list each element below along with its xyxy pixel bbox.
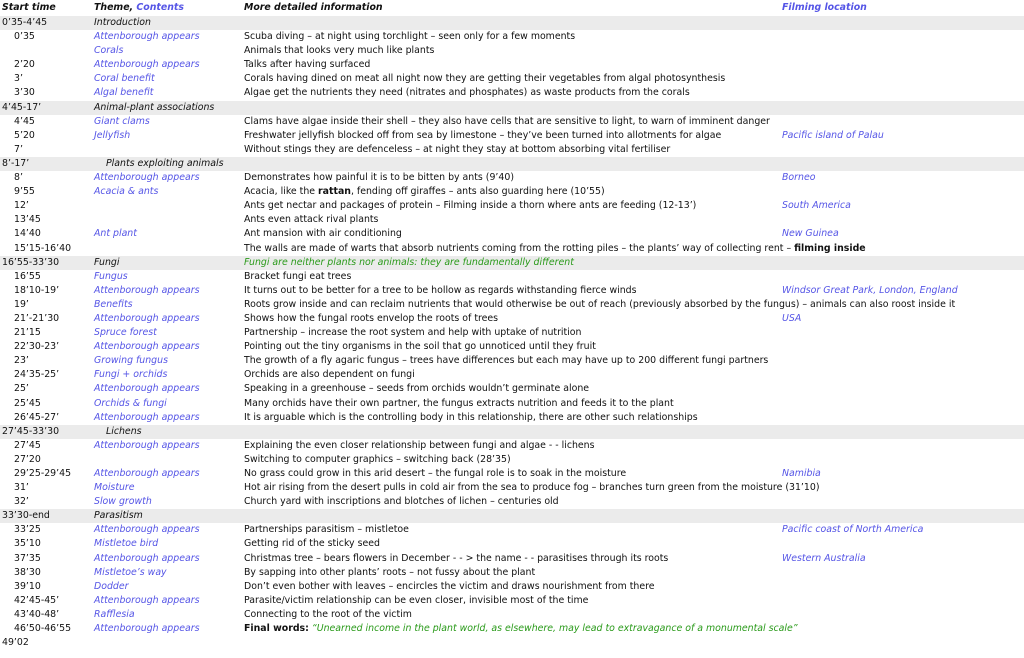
location-cell	[782, 270, 1024, 284]
theme-cell: Attenborough appears	[94, 284, 200, 296]
start-time-cell: 26’45-27’	[14, 411, 60, 423]
table-row	[0, 171, 1024, 185]
table-row	[0, 143, 1024, 157]
location-cell	[782, 185, 1024, 199]
start-time-cell: 16’55-33’30	[0, 256, 94, 270]
info-cell	[244, 411, 782, 425]
theme-cell: Attenborough appears	[94, 341, 200, 353]
location-cell	[782, 354, 1024, 368]
start-time-cell: 42’45-45’	[14, 594, 60, 606]
table-row	[0, 552, 1024, 566]
location-cell	[782, 72, 1024, 86]
location-cell: Windsor Great Park, London, England	[782, 284, 958, 296]
table-row	[0, 523, 1024, 537]
location-cell	[782, 566, 1024, 580]
location-cell	[782, 157, 1024, 171]
theme-cell: Corals	[94, 45, 124, 57]
start-time-cell: 25’	[14, 383, 29, 395]
info-text: Fungi are neither plants nor animals: they are fundamentally different	[244, 256, 574, 268]
info-cell	[244, 523, 782, 537]
location-cell	[782, 326, 1024, 340]
theme-cell	[94, 143, 244, 157]
info-text-pre: The walls are made of warts that absorb nutrients coming from the rotting piles – the plants’ way of collecting rent –	[244, 242, 795, 254]
info-text: Bracket fungi eat trees	[244, 270, 352, 282]
table-row	[0, 354, 1024, 368]
header-contents-label: Contents	[136, 2, 184, 13]
location-cell	[782, 411, 1024, 425]
theme-cell: Animal-plant associations	[94, 101, 244, 115]
theme-cell: Attenborough appears	[94, 468, 200, 479]
theme-cell: Spruce forest	[94, 327, 157, 339]
start-time-cell: 39’10	[14, 580, 41, 592]
table-row	[0, 312, 1024, 326]
start-time-cell: 22’30-23’	[14, 341, 60, 353]
info-cell	[244, 622, 798, 636]
start-time-cell: 4’45-17’	[0, 101, 94, 115]
location-cell: Pacific coast of North America	[782, 524, 924, 536]
location-cell: Borneo	[782, 172, 816, 184]
table-row	[0, 326, 1024, 340]
theme-cell	[94, 213, 244, 227]
section-row	[0, 509, 1024, 523]
info-text: Speaking in a greenhouse – seeds from orchids wouldn’t germinate alone	[244, 383, 590, 395]
info-cell	[244, 44, 782, 58]
info-cell	[244, 397, 782, 411]
header-location: Filming location	[782, 2, 867, 13]
info-text: Pointing out the tiny organisms in the soil that go unnoticed until they fruit	[244, 341, 596, 353]
theme-cell: Giant clams	[94, 115, 150, 127]
info-text: Hot air rising from the desert pulls in cold air from the sea to produce fog – branches turn green from the moisture (31’10)	[244, 482, 820, 494]
info-bold-text: rattan	[318, 186, 351, 198]
info-cell	[244, 16, 782, 30]
info-cell	[244, 368, 782, 382]
info-cell	[244, 86, 782, 100]
location-cell: New Guinea	[782, 228, 839, 240]
info-cell	[244, 425, 782, 439]
theme-cell: Growing fungus	[94, 355, 168, 367]
start-time-cell: 0’35-4’45	[0, 16, 94, 30]
theme-cell: Parasitism	[94, 509, 244, 523]
table-row	[0, 340, 1024, 354]
info-text: Corals having dined on meat all night now they are getting their vegetables from algal photosynthesis	[244, 73, 726, 85]
section-row	[0, 16, 1024, 30]
table-row	[0, 481, 1024, 495]
start-time-cell: 33’25	[14, 524, 41, 536]
info-cell	[244, 30, 782, 44]
location-cell	[782, 439, 1024, 453]
location-cell	[782, 101, 1024, 115]
info-cell	[244, 580, 782, 594]
theme-cell: Attenborough appears	[94, 552, 200, 564]
location-cell	[782, 115, 1024, 129]
start-time-cell: 19’	[14, 298, 29, 310]
info-text: Orchids are also dependent on fungi	[244, 369, 415, 381]
info-cell	[244, 340, 782, 354]
theme-cell	[94, 636, 244, 650]
info-text: Freshwater jellyfish blocked off from sea by limestone – they’ve been turned into allotments for algae	[244, 129, 722, 141]
info-cell	[244, 552, 782, 566]
info-cell	[244, 509, 782, 523]
info-cell	[244, 326, 782, 340]
theme-cell	[94, 242, 244, 256]
location-cell	[782, 622, 1024, 636]
start-time-cell: 32’	[14, 496, 29, 508]
table-row	[0, 467, 1024, 481]
location-cell: USA	[782, 312, 802, 324]
start-time-cell: 27’45	[14, 439, 41, 451]
info-cell	[244, 270, 782, 284]
table-row	[0, 368, 1024, 382]
start-time-cell: 46’50-46’55	[14, 623, 72, 635]
location-cell	[782, 397, 1024, 411]
start-time-cell: 3’	[14, 73, 23, 85]
theme-cell: Moisture	[94, 482, 135, 494]
theme-cell: Slow growth	[94, 496, 152, 508]
theme-cell: Coral benefit	[94, 73, 155, 85]
start-time-cell: 21’15	[14, 327, 41, 339]
info-cell	[244, 537, 782, 551]
info-cell	[244, 439, 782, 453]
start-time-cell: 13’45	[14, 214, 41, 226]
info-text: The growth of a fly agaric fungus – trees have differences but each may have up to 200 different fungi partners	[244, 355, 769, 367]
info-cell	[244, 58, 782, 72]
info-bold-text: Final words:	[244, 623, 309, 635]
info-text: It is arguable which is the controlling body in this relationship, there are other such relationships	[244, 411, 698, 423]
header-theme-label: Theme,	[94, 2, 134, 13]
start-time-cell: 23’	[14, 355, 29, 367]
table-row	[0, 495, 1024, 509]
table-row	[0, 537, 1024, 551]
table-row	[0, 129, 1024, 143]
start-time-cell	[0, 44, 94, 58]
theme-cell: Ant plant	[94, 228, 137, 240]
table-row	[0, 270, 1024, 284]
theme-cell: Dodder	[94, 580, 129, 592]
start-time-cell: 9’55	[14, 186, 35, 198]
table-row	[0, 608, 1024, 622]
info-text: Christmas tree – bears flowers in December - - > the name - - parasitises through its roots	[244, 552, 669, 564]
info-cell	[244, 199, 782, 213]
info-cell	[244, 594, 782, 608]
start-time-cell: 3’30	[14, 87, 35, 99]
location-cell	[782, 537, 1024, 551]
theme-cell: Attenborough appears	[94, 31, 200, 43]
table-row	[0, 185, 1024, 199]
start-time-cell: 5’20	[14, 129, 35, 141]
info-cell	[244, 636, 782, 650]
table-row	[0, 227, 1024, 241]
info-cell	[244, 143, 782, 157]
theme-cell: Attenborough appears	[94, 172, 200, 184]
table-row	[0, 72, 1024, 86]
start-time-cell: 2’20	[14, 59, 35, 71]
table-row	[0, 199, 1024, 213]
info-text: Switching to computer graphics – switching back (28’35)	[244, 453, 511, 465]
info-text: Getting rid of the sticky seed	[244, 538, 380, 550]
info-cell	[244, 312, 782, 326]
location-cell	[782, 636, 1024, 650]
info-cell	[244, 129, 782, 143]
info-text: Shows how the fungal roots envelop the roots of trees	[244, 312, 499, 324]
location-cell	[782, 16, 1024, 30]
theme-cell: Lichens	[94, 425, 244, 439]
info-cell	[244, 608, 782, 622]
header-info: More detailed information	[244, 2, 383, 13]
theme-cell: Attenborough appears	[94, 439, 200, 451]
start-time-cell: 29’25-29’45	[14, 468, 72, 479]
start-time-cell: 37’35	[14, 552, 41, 564]
info-cell	[244, 72, 782, 86]
theme-cell: Plants exploiting animals	[94, 157, 244, 171]
start-time-cell: 16’55	[14, 270, 41, 282]
info-text: Many orchids have their own partner, the fungus extracts nutrition and feeds it to the plant	[244, 397, 674, 409]
info-text-pre: Acacia, like the	[244, 186, 319, 198]
start-time-cell: 27’20	[14, 453, 41, 465]
info-text: Algae get the nutrients they need (nitrates and phosphates) as waste products from the corals	[244, 87, 690, 99]
start-time-cell: 21’-21’30	[14, 312, 60, 324]
info-text: Connecting to the root of the victim	[244, 608, 412, 620]
start-time-cell: 7’	[14, 143, 23, 155]
location-cell	[782, 86, 1024, 100]
info-text: Talks after having surfaced	[244, 59, 371, 71]
start-time-cell: 4’45	[14, 115, 35, 127]
table-row	[0, 636, 1024, 650]
start-time-cell: 35’10	[14, 538, 41, 550]
location-cell	[782, 382, 1024, 396]
table-row	[0, 30, 1024, 44]
info-text: By sapping into other plants’ roots – not fussy about the plant	[244, 566, 536, 578]
theme-cell: Algal benefit	[94, 87, 154, 99]
info-cell	[244, 284, 782, 298]
info-text: Scuba diving – at night using torchlight – seen only for a few moments	[244, 31, 576, 43]
start-time-cell: 12’	[14, 200, 29, 212]
theme-cell: Attenborough appears	[94, 524, 200, 536]
info-cell	[244, 256, 782, 270]
location-cell	[782, 453, 1024, 467]
table-row	[0, 622, 1024, 636]
table-row	[0, 566, 1024, 580]
location-cell: South America	[782, 200, 851, 212]
theme-cell: Rafflesia	[94, 608, 135, 620]
theme-cell: Fungi + orchids	[94, 369, 168, 381]
location-cell	[782, 44, 1024, 58]
info-cell	[244, 101, 782, 115]
table-row	[0, 86, 1024, 100]
location-cell	[782, 608, 1024, 622]
info-text: Partnership – increase the root system and help with uptake of nutrition	[244, 327, 582, 339]
location-cell	[782, 425, 1024, 439]
info-text: Ants even attack rival plants	[244, 214, 379, 226]
info-text: Without stings they are defenceless – at night they stay at bottom absorbing vital fertiliser	[244, 143, 671, 155]
start-time-cell: 18’10-19’	[14, 284, 60, 296]
start-time-cell: 8’-17’	[0, 157, 94, 171]
table-row	[0, 580, 1024, 594]
theme-cell: Orchids & fungi	[94, 397, 167, 409]
table-row	[0, 298, 1024, 312]
info-text: Clams have algae inside their shell – they also have cells that are sensitive to light, to warn of imminent danger	[244, 115, 770, 127]
theme-cell: Attenborough appears	[94, 411, 200, 423]
table-row	[0, 411, 1024, 425]
info-cell	[244, 453, 782, 467]
info-text: Partnerships parasitism – mistletoe	[244, 524, 409, 536]
location-cell	[782, 368, 1024, 382]
theme-cell: Benefits	[94, 298, 133, 310]
info-text-post: , fending off giraffes – ants also guarding here (10’55)	[350, 186, 605, 198]
header-start-time: Start time	[2, 2, 56, 13]
info-cell	[244, 481, 820, 495]
table-body	[0, 16, 1024, 650]
table-row	[0, 213, 1024, 227]
start-time-cell: 25’45	[14, 397, 41, 409]
theme-cell: Fungus	[94, 270, 128, 282]
table-row	[0, 382, 1024, 396]
location-cell: Pacific island of Palau	[782, 129, 884, 141]
section-row	[0, 425, 1024, 439]
start-time-cell: 15’15-16’40	[14, 242, 72, 254]
theme-cell: Acacia & ants	[94, 186, 159, 198]
table-header-row	[0, 0, 1024, 16]
theme-cell: Attenborough appears	[94, 59, 200, 71]
info-text: Animals that looks very much like plants	[244, 45, 435, 57]
section-row	[0, 101, 1024, 115]
start-time-cell: 14’40	[14, 228, 41, 240]
info-cell	[244, 382, 782, 396]
start-time-cell: 27’45-33’30	[0, 425, 94, 439]
location-cell	[782, 213, 1024, 227]
info-text: It turns out to be better for a tree to be hollow as regards withstanding fierce winds	[244, 284, 637, 296]
info-cell	[244, 495, 782, 509]
info-cell	[244, 213, 782, 227]
start-time-cell: 49’02	[2, 637, 29, 649]
location-cell	[782, 30, 1024, 44]
theme-cell	[94, 199, 244, 213]
info-cell	[244, 566, 782, 580]
info-text: Don’t even bother with leaves – encircles the victim and draws nourishment from there	[244, 580, 655, 592]
table-row	[0, 453, 1024, 467]
location-cell: Western Australia	[782, 552, 866, 564]
table-row	[0, 397, 1024, 411]
start-time-cell: 43’40-48’	[14, 608, 60, 620]
table-row	[0, 242, 1024, 256]
info-cell	[244, 115, 782, 129]
start-time-cell: 38’30	[14, 566, 41, 578]
start-time-cell: 31’	[14, 482, 29, 494]
info-cell	[244, 298, 956, 312]
location-cell	[782, 256, 1024, 270]
table-row	[0, 44, 1024, 58]
info-text: No grass could grow in this arid desert – the fungal role is to soak in the moisture	[244, 468, 627, 479]
location-cell	[782, 143, 1024, 157]
theme-cell: Attenborough appears	[94, 383, 200, 395]
info-text: Parasite/victim relationship can be even closer, invisible most of the time	[244, 594, 589, 606]
location-cell: Namibia	[782, 468, 821, 479]
info-text: Church yard with inscriptions and blotches of lichen – centuries old	[244, 496, 559, 508]
location-cell	[782, 580, 1024, 594]
info-cell	[244, 467, 782, 481]
info-cell	[244, 185, 782, 199]
info-text: Ant mansion with air conditioning	[244, 228, 402, 240]
info-cell	[244, 227, 782, 241]
info-text: Explaining the even closer relationship between fungi and algae - - lichens	[244, 439, 595, 451]
theme-cell: Jellyfish	[94, 129, 131, 141]
info-text: Roots grow inside and can reclaim nutrients that would otherwise be out of reach (previously absorbed by the fungus) – animals can also roost inside it	[244, 298, 956, 310]
quote-text: “Unearned income in the plant world, as elsewhere, may lead to extravagance of a monumental scale”	[311, 623, 798, 635]
table-row	[0, 58, 1024, 72]
theme-cell: Attenborough appears	[94, 594, 200, 606]
table-row	[0, 115, 1024, 129]
location-cell	[782, 340, 1024, 354]
location-cell	[782, 58, 1024, 72]
start-time-cell: 8’	[14, 172, 23, 184]
table-row	[0, 594, 1024, 608]
location-cell	[782, 594, 1024, 608]
start-time-cell: 0’35	[14, 31, 35, 43]
table-row	[0, 284, 1024, 298]
section-row	[0, 157, 1024, 171]
section-row	[0, 256, 1024, 270]
theme-cell: Mistletoe’s way	[94, 566, 167, 578]
info-text: Ants get nectar and packages of protein – Filming inside a thorn where ants are feeding (12-13’)	[244, 200, 697, 212]
theme-cell: Introduction	[94, 16, 244, 30]
info-cell	[244, 354, 782, 368]
location-cell	[782, 509, 1024, 523]
info-cell	[244, 157, 782, 171]
theme-cell	[94, 453, 244, 467]
theme-cell: Attenborough appears	[94, 312, 200, 324]
theme-cell: Attenborough appears	[94, 623, 200, 635]
start-time-cell: 33’30-end	[0, 509, 94, 523]
header-theme	[94, 0, 244, 16]
info-text: Demonstrates how painful it is to be bitten by ants (9’40)	[244, 172, 514, 184]
theme-cell: Mistletoe bird	[94, 538, 159, 550]
info-cell	[244, 171, 782, 185]
theme-cell: Fungi	[94, 256, 244, 270]
location-cell	[782, 495, 1024, 509]
info-cell	[244, 242, 866, 256]
table-row	[0, 439, 1024, 453]
info-bold-text: filming inside	[794, 242, 866, 254]
start-time-cell: 24’35-25’	[14, 369, 60, 381]
